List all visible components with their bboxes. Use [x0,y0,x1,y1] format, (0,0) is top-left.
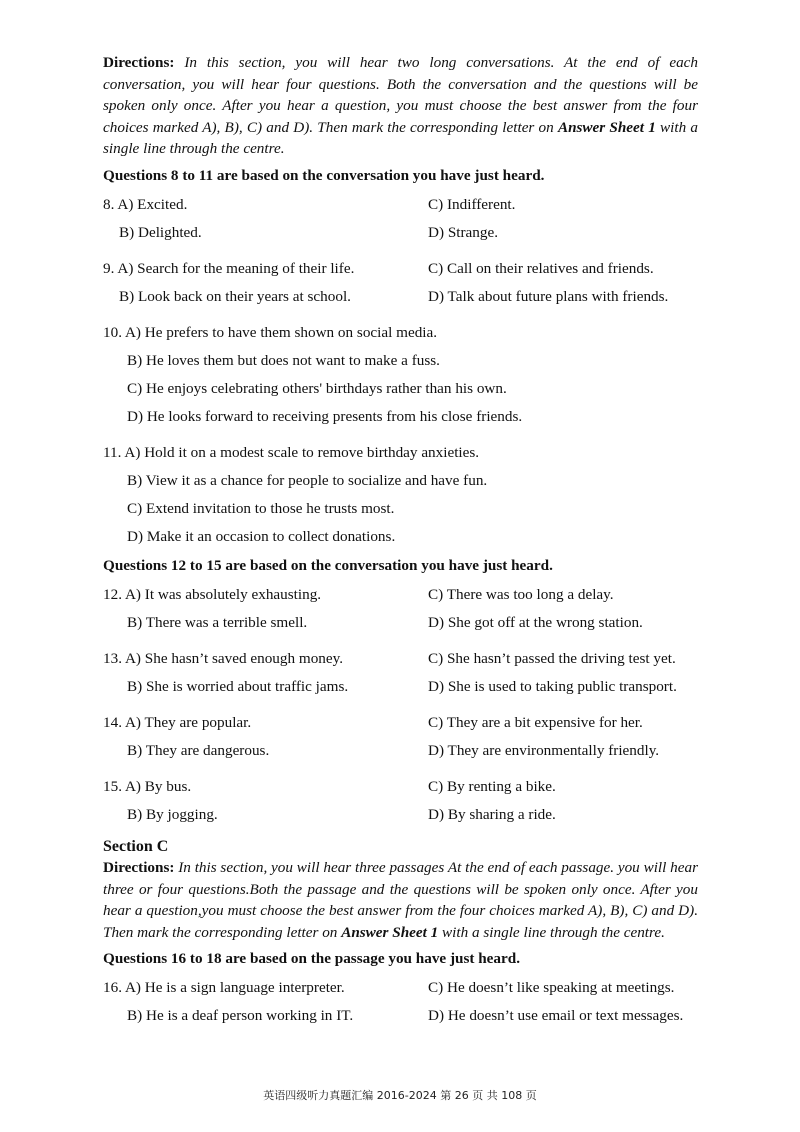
question-15 [103,773,698,801]
question-number: 13. [103,649,122,667]
option-b: B) He is a deaf person working in IT. [127,1007,354,1025]
page-footer: 英语四级听力真题汇编 2016-2024 第 26 页 共 108 页 [263,1089,537,1102]
option-c: C) By renting a bike. [428,777,556,795]
section-c-directions [103,857,698,943]
option-a: A) Hold it on a modest scale to remove birthday anxieties. [124,443,480,461]
option-d: D) Make it an occasion to collect donations. [127,527,396,545]
option-b: B) View it as a chance for people to socialize and have fun. [127,471,488,489]
question-number: 12. [103,585,122,603]
option-c: C) Call on their relatives and friends. [428,259,654,277]
question-group-12-15 [103,581,698,829]
option-d: D) They are environmentally friendly. [428,741,660,759]
option-b: B) Delighted. [119,223,202,241]
option-d: D) Talk about future plans with friends. [428,287,669,305]
option-d: D) He doesn’t use email or text messages. [428,1007,684,1025]
answer-sheet-emphasis: Answer Sheet 1 [341,923,439,941]
option-c: C) They are a bit expensive for her. [428,713,643,731]
option-c: C) He enjoys celebrating others' birthdays rather than his own. [127,379,507,397]
question-8 [103,191,698,219]
group-heading-8-11: Questions 8 to 11 are based on the conversation you have just heard. [103,166,545,184]
question-number: 11. [103,443,122,461]
option-a: A) They are popular. [124,713,252,731]
option-b: B) By jogging. [127,805,218,823]
question-14 [103,709,698,737]
option-d: D) She is used to taking public transport. [428,677,677,695]
group-heading-16-18: Questions 16 to 18 are based on the passage you have just heard. [103,950,520,968]
question-16 [103,974,698,1002]
option-b: B) She is worried about traffic jams. [127,677,349,695]
group-heading-12-15: Questions 12 to 15 are based on the conversation you have just heard. [103,556,553,574]
question-group-8-11 [103,191,698,551]
question-number: 14. [103,713,122,731]
directions-label: Directions: [103,54,175,71]
question-number: 10. [103,323,122,341]
section-c-title: Section C [103,837,169,855]
option-b: B) Look back on their years at school. [119,287,351,305]
option-d: D) He looks forward to receiving presents from his close friends. [127,407,523,425]
option-a: A) He is a sign language interpreter. [124,979,345,997]
directions-text: In this section, you will hear two long conversations. At the end of each conversation, you will hear four questions. Both the conversation and the questions will be spoken only once. After you hear a question, you must choose the best answer from the four choices marked A), B), C) and D). Then mark the corresponding letter on [103,54,699,136]
question-12 [103,581,698,609]
question-group-16-18 [103,974,698,1030]
question-number: 9. [103,259,115,277]
option-c: C) She hasn’t passed the driving test yet. [428,649,676,667]
directions-text: In this section, you will hear three passages At the end of each passage. you will hear three or four questions.Both the passage and the questions will be spoken only once. After you hear a question,you must choose the best answer from the four choices marked A), B), C) and D). Then mark the corresponding letter on [103,858,699,941]
question-number: 8. [103,195,115,213]
option-a: A) By bus. [124,777,192,795]
question-11 [103,439,698,551]
option-d: D) Strange. [428,223,499,241]
question-number: 16. [103,979,122,997]
option-a: A) Search for the meaning of their life. [117,259,355,277]
question-10 [103,319,698,431]
option-a: A) It was absolutely exhausting. [124,585,322,603]
option-a: A) She hasn’t saved enough money. [124,649,344,667]
question-9 [103,255,698,283]
option-c: C) Indifferent. [428,195,516,213]
question-number: 15. [103,777,122,795]
option-d: D) She got off at the wrong station. [428,613,643,631]
option-b: B) He loves them but does not want to make a fuss. [127,351,440,369]
option-b: B) There was a terrible smell. [127,613,308,631]
question-13 [103,645,698,673]
directions-text-end: with a single line through the centre. [103,118,698,158]
answer-sheet-emphasis: Answer Sheet 1 [557,118,656,136]
option-b: B) They are dangerous. [127,741,270,759]
option-c: C) He doesn’t like speaking at meetings. [428,979,675,997]
exam-page [103,52,698,1030]
option-d: D) By sharing a ride. [428,805,556,823]
option-c: C) There was too long a delay. [428,585,614,603]
section-b-directions [103,52,698,160]
option-a: A) He prefers to have them shown on social media. [124,323,438,341]
directions-text-end: with a single line through the centre. [438,923,665,941]
option-c: C) Extend invitation to those he trusts most. [127,499,395,517]
directions-label: Directions: [103,858,175,876]
option-a: A) Excited. [117,195,188,213]
